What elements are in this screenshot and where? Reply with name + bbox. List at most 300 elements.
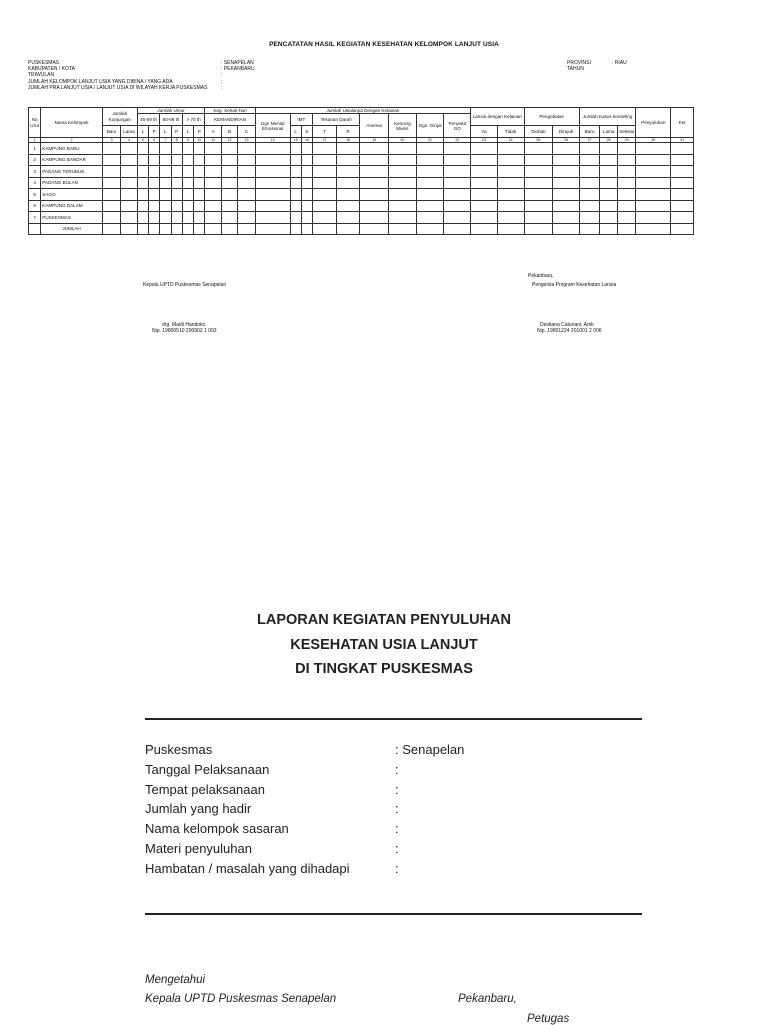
row-group-name: KAMPUNG BARU: [41, 143, 103, 155]
empty-cell: [238, 189, 255, 201]
empty-cell: [579, 154, 600, 166]
meta-value: :: [221, 78, 223, 85]
empty-cell: [121, 143, 137, 155]
empty-cell: [182, 143, 193, 155]
empty-cell: [194, 154, 205, 166]
col-c: C: [238, 126, 255, 138]
field-label-puskesmas: Puskesmas: [145, 742, 213, 757]
empty-cell: [471, 223, 498, 235]
column-number: 8: [171, 138, 182, 143]
col-td-t: T: [313, 126, 337, 138]
empty-cell: [360, 166, 389, 178]
empty-cell: [205, 212, 221, 224]
empty-cell: [121, 189, 137, 201]
empty-cell: [524, 200, 553, 212]
empty-cell: [221, 177, 237, 189]
empty-cell: [389, 223, 417, 235]
col-kemandirian: KEMANDIRIAN: [205, 114, 255, 126]
row-number: 2: [29, 154, 41, 166]
empty-cell: [171, 143, 182, 155]
col-l: L: [137, 126, 148, 138]
empty-cell: [171, 212, 182, 224]
empty-cell: [121, 212, 137, 224]
row-group-name: SAGO: [41, 189, 103, 201]
empty-cell: [301, 166, 312, 178]
field-value-tanggal: :: [395, 761, 399, 777]
column-number: 5: [137, 138, 148, 143]
empty-cell: [617, 200, 635, 212]
empty-cell: [497, 166, 524, 178]
empty-cell: [148, 212, 159, 224]
col-nama-kelompok: Nama Kelompok: [41, 108, 103, 138]
empty-cell: [205, 143, 221, 155]
empty-cell: [636, 154, 671, 166]
report-title-line-2: KESEHATAN USIA LANJUT: [290, 637, 478, 653]
column-number: 20: [389, 138, 417, 143]
empty-cell: [221, 154, 237, 166]
empty-cell: [579, 212, 600, 224]
empty-cell: [137, 166, 148, 178]
sign-right-nip: Nip. 19801224 201001 2 006: [537, 328, 602, 334]
empty-cell: [336, 212, 360, 224]
empty-cell: [313, 143, 337, 155]
meta-right-labels: [567, 60, 591, 72]
col-ket: Ket: [671, 108, 694, 138]
empty-cell: [171, 223, 182, 235]
col-pengobatan: Pengobatan: [524, 108, 579, 126]
sign-right-name: Destiana Caturiani, Amk: [540, 322, 594, 328]
report-field-values: [395, 740, 464, 879]
column-number: 24: [497, 138, 524, 143]
empty-cell: [255, 189, 290, 201]
table-row: [29, 212, 694, 224]
empty-cell: [497, 212, 524, 224]
empty-cell: [389, 189, 417, 201]
field-value-jumlah: :: [395, 801, 399, 817]
empty-cell: [137, 200, 148, 212]
empty-cell: [444, 177, 471, 189]
sheet-title: PENCATATAN HASIL KEGIATAN KESEHATAN KELOMPOK LANJUT USIA: [269, 41, 499, 48]
meta-row: KABUPATEN / KOTA: [28, 66, 75, 73]
col-penyuluhan: Penyuluhan: [636, 108, 671, 138]
empty-cell: [102, 189, 120, 201]
column-number: 25: [524, 138, 553, 143]
empty-cell: [313, 177, 337, 189]
empty-cell: [600, 143, 617, 155]
column-number: 13: [238, 138, 255, 143]
meta-left-values: [221, 60, 255, 91]
column-number: 6: [148, 138, 159, 143]
col-dirujuk: Dirujuk: [553, 126, 580, 138]
empty-cell: [524, 212, 553, 224]
column-number: 23: [471, 138, 498, 143]
empty-cell: [671, 143, 694, 155]
empty-cell: [137, 223, 148, 235]
empty-cell: [182, 166, 193, 178]
col-keg-sehari: Keg. Sehari-hari: [205, 108, 255, 114]
column-number: 14: [255, 138, 290, 143]
column-number: 1: [29, 138, 41, 143]
empty-cell: [497, 200, 524, 212]
empty-cell: [102, 212, 120, 224]
empty-cell: [290, 154, 301, 166]
empty-cell: [148, 177, 159, 189]
empty-cell: [444, 143, 471, 155]
empty-cell: [301, 143, 312, 155]
empty-cell: [194, 189, 205, 201]
meta-label: TAHUN: [567, 66, 584, 73]
empty-cell: [313, 166, 337, 178]
place-label: Pekanbaru,: [458, 993, 517, 1005]
column-number: 27: [579, 138, 600, 143]
column-number: 11: [205, 138, 221, 143]
field-label-tanggal: Tanggal Pelaksanaan: [145, 761, 270, 777]
empty-cell: [121, 154, 137, 166]
meta-value: : PEKANBARU: [221, 66, 255, 73]
empty-cell: [238, 177, 255, 189]
column-number: 31: [671, 138, 694, 143]
col-tekanan-darah: Tekanan Darah: [313, 114, 360, 126]
empty-cell: [617, 212, 635, 224]
empty-cell: [194, 177, 205, 189]
meta-label: PROVINSI: [567, 60, 591, 66]
sign-left-title: Kepala UPTD Puskesmas Senapelan: [143, 282, 227, 288]
empty-cell: [313, 223, 337, 235]
empty-cell: [389, 143, 417, 155]
col-kasus-lama: Lama: [600, 126, 617, 138]
empty-cell: [194, 166, 205, 178]
column-number: 7: [160, 138, 171, 143]
empty-cell: [360, 154, 389, 166]
empty-cell: [290, 143, 301, 155]
empty-cell: [255, 212, 290, 224]
empty-cell: [416, 212, 444, 224]
empty-cell: [360, 189, 389, 201]
column-number: 19: [360, 138, 389, 143]
empty-cell: [221, 223, 237, 235]
divider-bottom: [145, 913, 642, 915]
report-field-labels: [145, 740, 350, 879]
empty-cell: [416, 154, 444, 166]
empty-cell: [553, 200, 580, 212]
empty-cell: [671, 223, 694, 235]
empty-cell: [171, 189, 182, 201]
empty-cell: [148, 154, 159, 166]
empty-cell: [102, 177, 120, 189]
meta-right-values: [612, 60, 627, 66]
column-number: 22: [444, 138, 471, 143]
empty-cell: [497, 143, 524, 155]
empty-cell: [617, 189, 635, 201]
col-kasus-baru: Baru: [579, 126, 600, 138]
empty-cell: [102, 166, 120, 178]
row-group-name: PADANG BULAN: [41, 177, 103, 189]
field-value-hambatan: :: [395, 860, 399, 876]
empty-cell: [416, 143, 444, 155]
empty-cell: [148, 200, 159, 212]
empty-cell: [221, 200, 237, 212]
field-label-tempat: Tempat pelaksanaan: [145, 781, 265, 797]
empty-cell: [137, 177, 148, 189]
meta-row: TRIWULAN: [28, 72, 55, 79]
empty-cell: [444, 223, 471, 235]
empty-cell: [471, 189, 498, 201]
empty-cell: [255, 177, 290, 189]
empty-cell: [497, 189, 524, 201]
empty-cell: [524, 143, 553, 155]
empty-cell: [600, 223, 617, 235]
column-number: 15: [290, 138, 301, 143]
row-number: 6: [29, 200, 41, 212]
col-p: P: [171, 126, 182, 138]
col-umur-45: 45-59 th: [137, 114, 160, 126]
empty-cell: [29, 223, 41, 235]
col-p: P: [148, 126, 159, 138]
empty-cell: [205, 200, 221, 212]
empty-cell: [579, 143, 600, 155]
empty-cell: [137, 189, 148, 201]
empty-cell: [636, 223, 671, 235]
col-a: A: [205, 126, 221, 138]
total-row: [29, 223, 694, 235]
col-jumlah-umur: Jumlah Umur: [137, 108, 205, 114]
empty-cell: [600, 212, 617, 224]
column-number: 26: [553, 138, 580, 143]
empty-cell: [617, 177, 635, 189]
empty-cell: [617, 223, 635, 235]
empty-cell: [471, 143, 498, 155]
col-l: L: [182, 126, 193, 138]
table-row: [29, 166, 694, 178]
empty-cell: [336, 166, 360, 178]
empty-cell: [137, 154, 148, 166]
empty-cell: [471, 177, 498, 189]
empty-cell: [182, 223, 193, 235]
empty-cell: [389, 166, 417, 178]
empty-cell: [389, 177, 417, 189]
empty-cell: [255, 166, 290, 178]
empty-cell: [160, 212, 171, 224]
empty-cell: [194, 200, 205, 212]
empty-cell: [182, 154, 193, 166]
col-kencing-manis: Kencing Manis: [389, 114, 417, 138]
col-anemia: Anemia: [360, 114, 389, 138]
col-lansia-kelainan: Lansia dengan Kelainan: [471, 108, 524, 126]
empty-cell: [524, 223, 553, 235]
empty-cell: [148, 166, 159, 178]
row-number: 5: [29, 189, 41, 201]
table-row: [29, 143, 694, 155]
empty-cell: [553, 154, 580, 166]
empty-cell: [471, 212, 498, 224]
empty-cell: [553, 223, 580, 235]
field-label-kelompok: Nama kelompok sasaran: [145, 821, 289, 837]
empty-cell: [471, 154, 498, 166]
column-number: 2: [41, 138, 103, 143]
empty-cell: [160, 189, 171, 201]
empty-cell: [553, 143, 580, 155]
empty-cell: [148, 143, 159, 155]
empty-cell: [313, 189, 337, 201]
row-group-name: PADANG TERUBUK: [41, 166, 103, 178]
empty-cell: [471, 166, 498, 178]
empty-cell: [360, 212, 389, 224]
empty-cell: [313, 212, 337, 224]
empty-cell: [255, 223, 290, 235]
empty-cell: [671, 166, 694, 178]
empty-cell: [301, 212, 312, 224]
empty-cell: [182, 189, 193, 201]
empty-cell: [444, 154, 471, 166]
empty-cell: [360, 223, 389, 235]
table-row: [29, 177, 694, 189]
empty-cell: [553, 189, 580, 201]
column-number: 12: [221, 138, 237, 143]
column-number: 16: [301, 138, 312, 143]
meta-value: :: [221, 72, 223, 79]
sign-left-name: drg. Maidi Handoko: [162, 322, 206, 328]
petugas-label: Petugas: [527, 1013, 570, 1025]
row-number: 7: [29, 212, 41, 224]
row-group-name: PUSKESMAS: [41, 212, 103, 224]
col-baru: Baru: [102, 126, 120, 138]
empty-cell: [671, 200, 694, 212]
empty-cell: [238, 212, 255, 224]
field-value-materi: :: [395, 840, 399, 856]
empty-cell: [194, 212, 205, 224]
empty-cell: [497, 154, 524, 166]
empty-cell: [148, 223, 159, 235]
row-number: 3: [29, 166, 41, 178]
empty-cell: [194, 223, 205, 235]
empty-cell: [102, 154, 120, 166]
column-number: 3: [102, 138, 120, 143]
empty-cell: [313, 200, 337, 212]
empty-cell: [360, 200, 389, 212]
empty-cell: [171, 200, 182, 212]
col-jumlah-kunjungan: Jumlah Kunjungan: [102, 108, 137, 126]
empty-cell: [636, 143, 671, 155]
report-title-line-1: LAPORAN KEGIATAN PENYULUHAN: [256, 612, 512, 628]
empty-cell: [416, 200, 444, 212]
meta-value: : RIAU: [612, 60, 627, 66]
row-group-name: KAMPUNG DALAM: [41, 200, 103, 212]
empty-cell: [416, 223, 444, 235]
empty-cell: [671, 177, 694, 189]
empty-cell: [553, 166, 580, 178]
column-number: 28: [600, 138, 617, 143]
empty-cell: [617, 166, 635, 178]
empty-cell: [290, 189, 301, 201]
empty-cell: [148, 189, 159, 201]
empty-cell: [389, 154, 417, 166]
col-imt-k: K: [301, 126, 312, 138]
empty-cell: [205, 223, 221, 235]
empty-cell: [205, 189, 221, 201]
empty-cell: [416, 189, 444, 201]
empty-cell: [238, 154, 255, 166]
col-umur-70: > 70 th: [182, 114, 205, 126]
meta-left-block: [28, 60, 207, 91]
table-row: [29, 200, 694, 212]
empty-cell: [221, 143, 237, 155]
empty-cell: [238, 200, 255, 212]
empty-cell: [121, 223, 137, 235]
empty-cell: [290, 212, 301, 224]
column-number: 21: [416, 138, 444, 143]
field-label-materi: Materi penyuluhan: [145, 840, 252, 856]
column-number: 9: [182, 138, 193, 143]
column-number: 10: [194, 138, 205, 143]
col-usia-kelainan: Jumlah Usialanjut Dengan Kelainan: [255, 108, 470, 114]
sign-left-nip: Nip. 19800510 200902 1 003: [152, 328, 217, 334]
meta-row: PUSKESMAS: [28, 60, 60, 66]
empty-cell: [553, 177, 580, 189]
empty-cell: [137, 143, 148, 155]
empty-cell: [524, 154, 553, 166]
empty-cell: [336, 154, 360, 166]
empty-cell: [553, 212, 580, 224]
empty-cell: [444, 212, 471, 224]
empty-cell: [360, 143, 389, 155]
empty-cell: [301, 223, 312, 235]
field-label-hambatan: Hambatan / masalah yang dihadapi: [145, 860, 350, 876]
empty-cell: [416, 166, 444, 178]
empty-cell: [160, 200, 171, 212]
field-label-jumlah: Jumlah yang hadir: [145, 801, 252, 817]
field-value-tempat: :: [395, 781, 399, 797]
meta-row: JUMLAH PRA LANJUT USIA / LANJUT USIA DI WILAYAH KERJA PUSKESMAS: [28, 84, 208, 91]
empty-cell: [221, 166, 237, 178]
empty-cell: [579, 177, 600, 189]
empty-cell: [238, 223, 255, 235]
empty-cell: [255, 154, 290, 166]
empty-cell: [671, 212, 694, 224]
empty-cell: [671, 154, 694, 166]
activity-table: [28, 107, 694, 235]
field-value-puskesmas: : Senapelan: [395, 742, 465, 757]
col-tidak: Tidak: [497, 126, 524, 138]
empty-cell: [238, 166, 255, 178]
empty-cell: [524, 189, 553, 201]
empty-cell: [205, 177, 221, 189]
column-number: 18: [336, 138, 360, 143]
col-umur-60: 60-69 th: [160, 114, 183, 126]
column-number: 4: [121, 138, 137, 143]
empty-cell: [121, 200, 137, 212]
empty-cell: [497, 223, 524, 235]
col-ya: Ya: [471, 126, 498, 138]
empty-cell: [160, 166, 171, 178]
empty-cell: [160, 143, 171, 155]
empty-cell: [102, 200, 120, 212]
empty-cell: [160, 223, 171, 235]
empty-cell: [121, 177, 137, 189]
col-kasus-selesai: Selesai: [617, 126, 635, 138]
empty-cell: [290, 177, 301, 189]
empty-cell: [205, 154, 221, 166]
empty-cell: [600, 166, 617, 178]
empty-cell: [255, 200, 290, 212]
empty-cell: [600, 177, 617, 189]
total-label: JUMLAH: [41, 223, 103, 235]
meta-value: :: [221, 84, 223, 91]
empty-cell: [444, 189, 471, 201]
empty-cell: [636, 166, 671, 178]
empty-cell: [102, 223, 120, 235]
place-date: Pekanbaru,: [528, 273, 554, 279]
empty-cell: [497, 177, 524, 189]
